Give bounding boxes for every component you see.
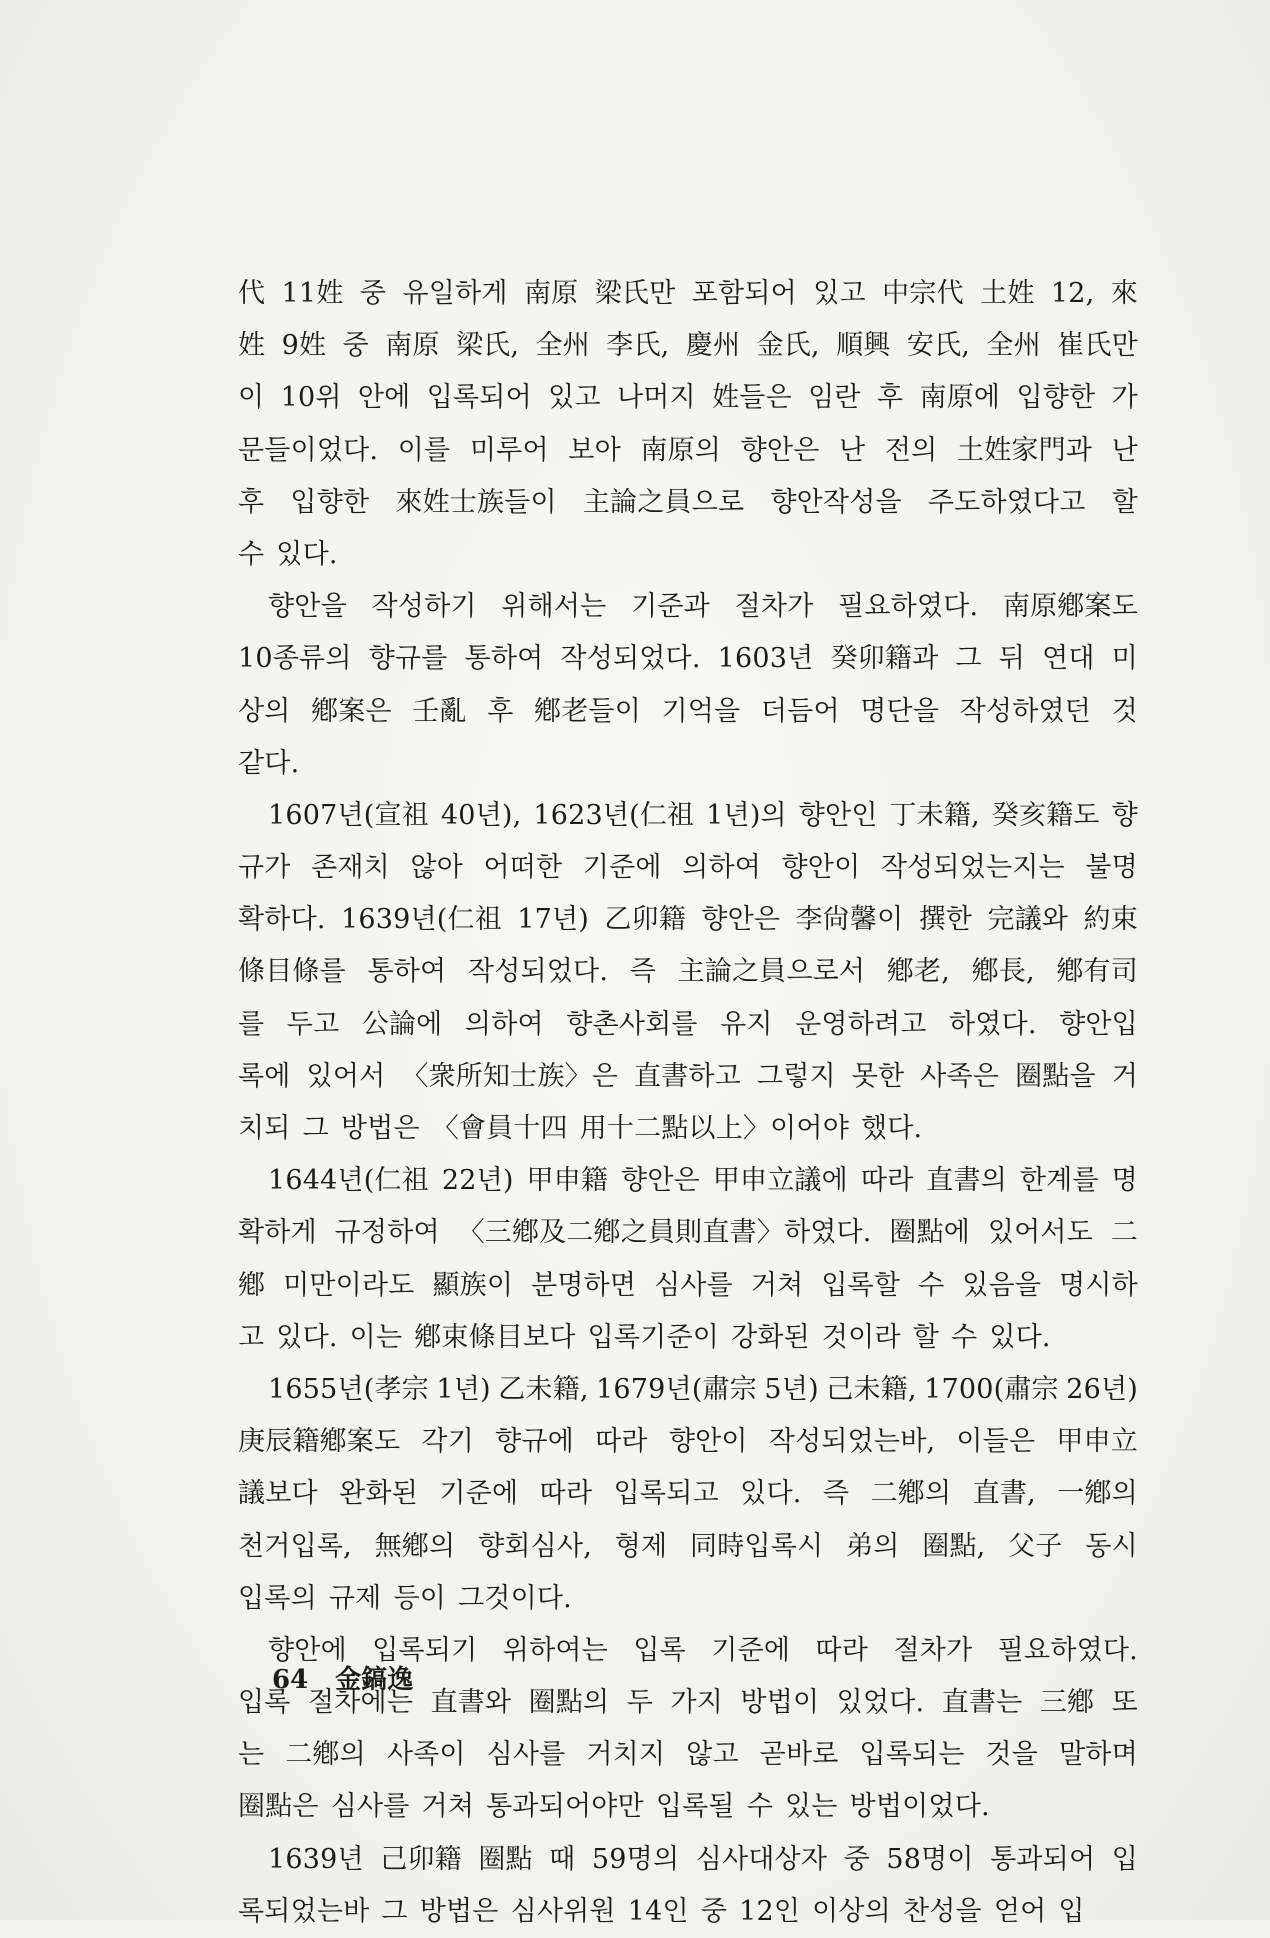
text-line: 議보다 완화된 기준에 따라 입록되고 있다. 즉 二鄕의 直書, 一鄕의 bbox=[238, 1478, 1138, 1510]
text-line: 鄕 미만이라도 顯族이 분명하면 심사를 거쳐 입록할 수 있음을 명시하 bbox=[238, 1269, 1138, 1301]
text-line: 같다. bbox=[238, 747, 300, 779]
text-line: 치되 그 방법은 〈會員十四 用十二點以上〉이어야 했다. bbox=[238, 1113, 923, 1144]
text-line: 상의 鄕案은 壬亂 후 鄕老들이 기억을 더듬어 명단을 작성하였던 것 bbox=[238, 695, 1138, 727]
text-line: 1644년(仁祖 22년) 甲申籍 향안은 甲申立議에 따라 直書의 한계를 명 bbox=[268, 1165, 1138, 1197]
paragraph bbox=[238, 790, 1138, 1155]
text-line: 수 있다. bbox=[238, 538, 338, 570]
text-line: 천거입록, 無鄕의 향회심사, 형제 同時입록시 弟의 圈點, 父子 동시 bbox=[238, 1530, 1138, 1562]
text-line: 확하게 규정하여 〈三鄕及二鄕之員則直書〉하였다. 圈點에 있어서도 二 bbox=[238, 1217, 1138, 1249]
text-line: 고 있다. 이는 鄕束條目보다 입록기준이 강화된 것이라 할 수 있다. bbox=[238, 1321, 1051, 1353]
author-name: 金鎬逸 bbox=[335, 1665, 414, 1695]
text-line: 입록 절차에는 直書와 圈點의 두 가지 방법이 있었다. 直書는 三鄕 또 bbox=[238, 1687, 1138, 1719]
paragraph bbox=[238, 1625, 1138, 1834]
text-line: 후 입향한 來姓士族들이 主論之員으로 향안작성을 주도하였다고 할 bbox=[238, 486, 1138, 518]
paragraph bbox=[238, 268, 1138, 581]
page-footer bbox=[272, 1659, 413, 1696]
text-line: 圈點은 심사를 거쳐 통과되어야만 입록될 수 있는 방법이었다. bbox=[238, 1791, 990, 1823]
paragraph bbox=[238, 1155, 1138, 1364]
text-line: 를 두고 公論에 의하여 향촌사회를 유지 운영하려고 하였다. 향안입 bbox=[238, 1008, 1138, 1040]
paragraph bbox=[238, 1364, 1138, 1625]
text-line: 록에 있어서 〈衆所知士族〉은 直書하고 그렇지 못한 사족은 圈點을 거 bbox=[238, 1060, 1138, 1092]
text-line: 庚辰籍鄕案도 각기 향규에 따라 향안이 작성되었는바, 이들은 甲申立 bbox=[238, 1426, 1138, 1458]
text-line: 문들이었다. 이를 미루어 보아 南原의 향안은 난 전의 土姓家門과 난 bbox=[238, 434, 1138, 466]
text-line: 10종류의 향규를 통하여 작성되었다. 1603년 癸卯籍과 그 뒤 연대 미 bbox=[238, 643, 1138, 675]
page-number: 64 bbox=[272, 1665, 309, 1695]
paragraph bbox=[238, 1834, 1138, 1938]
text-line: 는 二鄕의 사족이 심사를 거치지 않고 곧바로 입록되는 것을 말하며 bbox=[238, 1739, 1138, 1771]
text-line: 代 11姓 중 유일하게 南原 梁氏만 포함되어 있고 中宗代 土姓 12, 來 bbox=[238, 278, 1138, 309]
text-line: 1655년(孝宗 1년) 乙未籍, 1679년(肅宗 5년) 己未籍, 1700(肅宗 26년) bbox=[268, 1373, 1138, 1405]
text-line: 록되었는바 그 방법은 심사위원 14인 중 12인 이상의 찬성을 얻어 입 bbox=[238, 1895, 1085, 1927]
text-line: 확하다. 1639년(仁祖 17년) 乙卯籍 향안은 李尙馨이 撰한 完議와 約束 bbox=[238, 904, 1138, 936]
text-line: 姓 9姓 중 南原 梁氏, 全州 李氏, 慶州 金氏, 順興 安氏, 全州 崔氏만 bbox=[238, 330, 1138, 362]
text-line: 條目條를 통하여 작성되었다. 즉 主論之員으로서 鄕老, 鄕長, 鄕有司 bbox=[238, 956, 1138, 988]
text-line: 향안에 입록되기 위하여는 입록 기준에 따라 절차가 필요하였다. bbox=[268, 1634, 1138, 1666]
text-line: 1639년 己卯籍 圈點 때 59명의 심사대상자 중 58명이 통과되어 입 bbox=[268, 1843, 1138, 1875]
text-line: 입록의 규제 등이 그것이다. bbox=[238, 1582, 572, 1614]
text-line: 1607년(宣祖 40년), 1623년(仁祖 1년)의 향안인 丁未籍, 癸亥籍도 향 bbox=[268, 799, 1138, 831]
paragraph bbox=[238, 581, 1138, 790]
text-line: 이 10위 안에 입록되어 있고 나머지 姓들은 임란 후 南原에 입향한 가 bbox=[238, 382, 1138, 414]
text-line: 향안을 작성하기 위해서는 기준과 절차가 필요하였다. 南原鄕案도 bbox=[268, 591, 1138, 623]
text-line: 규가 존재치 않아 어떠한 기준에 의하여 향안이 작성되었는지는 불명 bbox=[238, 852, 1138, 884]
